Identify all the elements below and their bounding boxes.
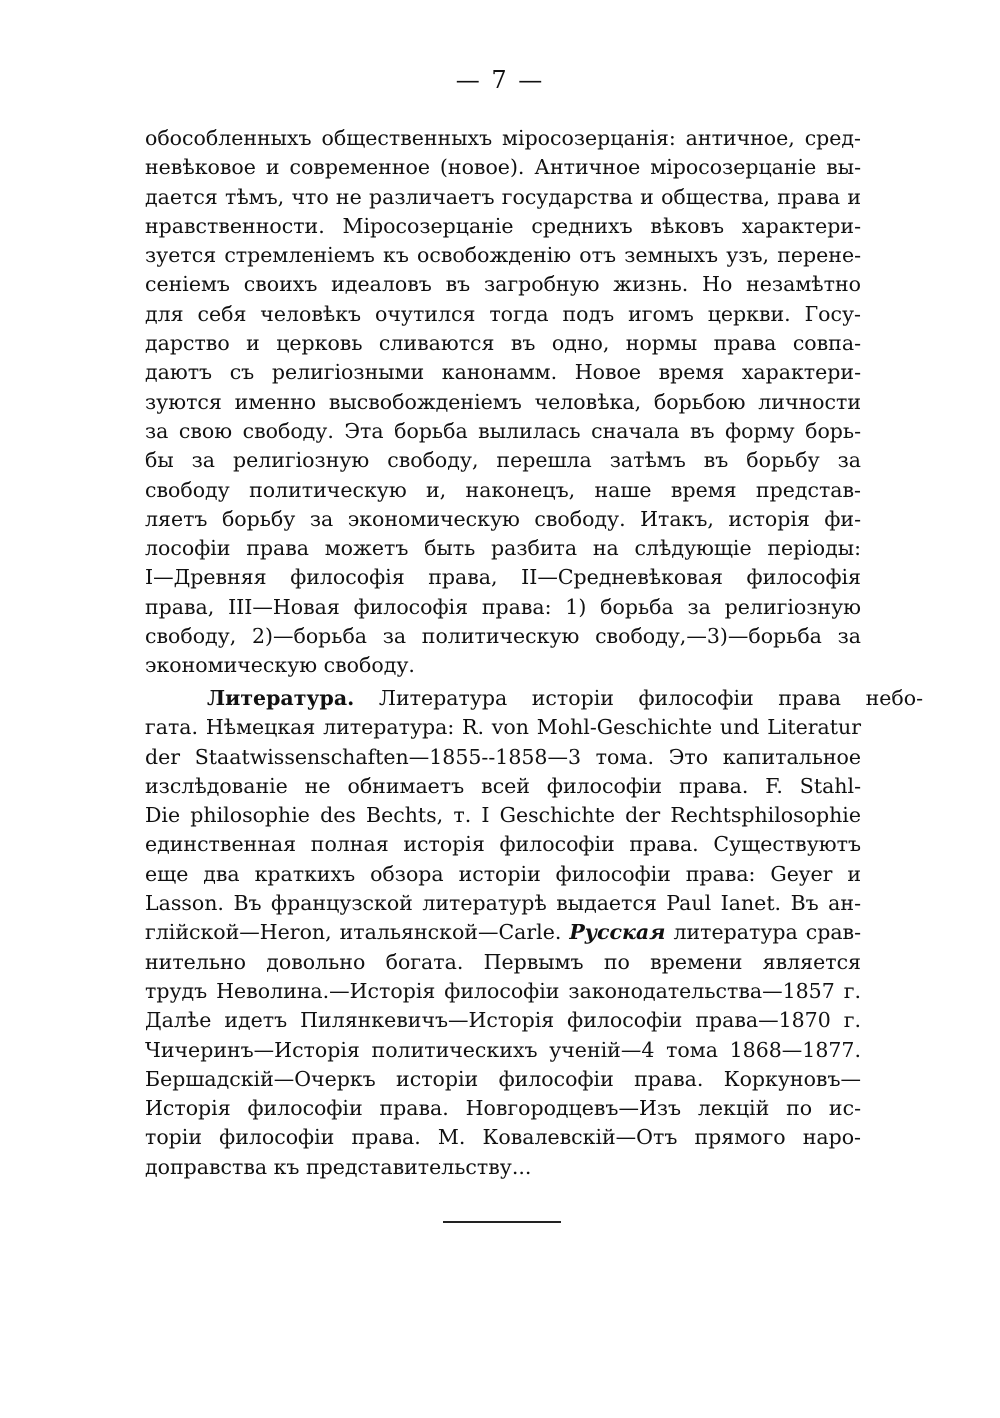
text-line: обособленныхъ общественныхъ міросозерцанія: античное, сред- [145, 126, 861, 150]
text-line: изслѣдованіе не обнимаетъ всей философіи права. F. Stahl- [145, 773, 861, 798]
italic-term: Русская [569, 920, 666, 945]
text-line: зуется стремленіемъ къ освобожденію отъ земныхъ узъ, перене- [145, 243, 861, 268]
text-line [145, 684, 923, 713]
text-line: бы за религіозную свободу, перешла затѣмъ въ борьбу за [145, 448, 861, 473]
text-line: еще два краткихъ обзора исторіи философіи права: Geyer и [145, 861, 861, 886]
text-line: дается тѣмъ, что не различаетъ государства и общества, права и [145, 184, 861, 209]
text-line: ляетъ борьбу за экономическую свободу. Итакъ, исторія фи- [145, 506, 861, 531]
text-line: единственная полная исторія философіи права. Существуютъ [145, 832, 861, 857]
text-fragment: глійской—Heron, итальянской—Carle. [145, 920, 570, 945]
text-line: Lasson. Въ французской литературѣ выдается Paul Ianet. Въ ан- [145, 891, 861, 916]
text-line: Бершадскій—Очеркъ исторіи философіи права. Коркуновъ— [145, 1066, 861, 1091]
text-line [145, 918, 861, 947]
text-line: для себя человѣкъ очутился тогда подъ игомъ церкви. Госу- [145, 301, 861, 326]
text-line: права, III—Новая философія права: 1) борьба за религіозную [145, 594, 861, 619]
text-line: зуются именно высвобожденіемъ человѣка, борьбою личности [145, 389, 861, 414]
text-line: der Staatwissenschaften—1855--1858—3 тома. Это капитальное [145, 744, 861, 769]
text-fragment: литература срав- [665, 920, 862, 945]
text-fragment: Литература исторіи философіи права небо- [354, 686, 923, 710]
text-line: невѣковое и современное (новое). Античное міросозерцаніе вы- [145, 155, 861, 180]
text-line: свободу политическую и, наконецъ, наше время представ- [145, 477, 861, 502]
text-line: нительно довольно богата. Первымъ по времени является [145, 949, 861, 974]
text-line: торіи философіи права. М. Ковалевскій—Отъ прямого наро- [145, 1125, 861, 1150]
text-line: даютъ съ религіозными канонамм. Новое время характери- [145, 360, 861, 385]
text-line: I—Древняя философія права, II—Средневѣковая философія [145, 565, 861, 590]
text-line: Исторія философіи права. Новгородцевъ—Изъ лекцій по ис- [145, 1096, 861, 1121]
paragraph-intro [145, 124, 861, 681]
text-line: лософіи права можетъ быть разбита на слѣдующіе періоды: [145, 536, 861, 561]
text-line: Чичеринъ—Исторія политическихъ ученій—4 тома 1868—1877. [145, 1037, 861, 1062]
text-line: свободу, 2)—борьба за политическую свободу,—3)—борьба за [145, 624, 861, 649]
text-line: нравственности. Міросозерцаніе среднихъ вѣковъ характери- [145, 213, 861, 238]
literature-heading: Литература. [207, 686, 355, 710]
end-rule-divider [443, 1221, 561, 1223]
text-line: сеніемъ своихъ идеаловъ въ загробную жизнь. Но незамѣтно [145, 272, 861, 297]
text-line: дарство и церковь сливаются въ одно, нормы права совпа- [145, 331, 861, 356]
page-number: — 7 — [455, 66, 545, 94]
text-line: гата. Нѣмецкая литература: R. von Mohl-Geschichte und Literatur [145, 715, 861, 740]
text-line: трудъ Неволина.—Исторія философіи законодательства—1857 г. [145, 978, 861, 1003]
paragraph-literature [145, 684, 923, 1182]
text-line: доправства къ представительству... [145, 1154, 532, 1179]
text-line: Далѣе идетъ Пилянкевичъ—Исторія философіи права—1870 г. [145, 1008, 861, 1033]
text-line: Die philosophie des Bechts, т. I Geschichte der Rechtsphilosophie [145, 803, 861, 828]
text-line: за свою свободу. Эта борьба вылилась сначала въ форму борь- [145, 418, 861, 443]
text-line: экономическую свободу. [145, 653, 415, 678]
